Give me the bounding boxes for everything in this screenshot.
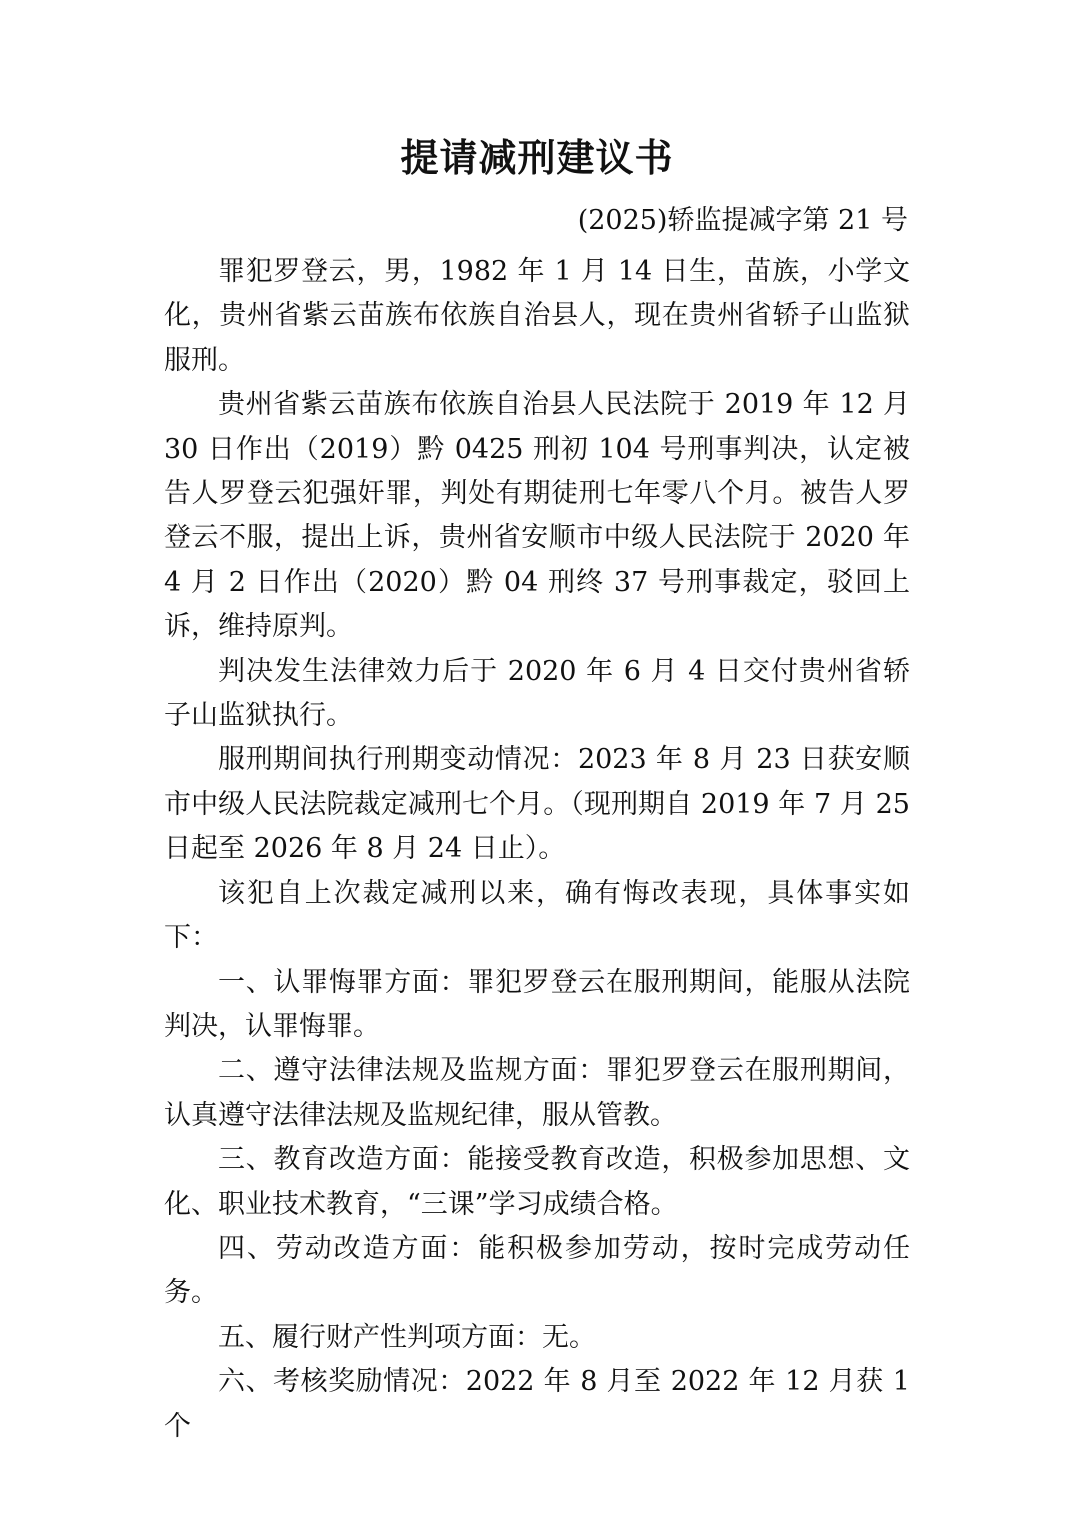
paragraph-execution: 判决发生法律效力后于 2020 年 6 月 4 日交付贵州省轿子山监狱执行。 bbox=[164, 655, 910, 732]
paragraph-item-2: 二、遵守法律法规及监规方面：罪犯罗登云在服刑期间，认真遵守法律法规及监规纪律，服从管教。 bbox=[164, 1055, 910, 1131]
document-title: 提请减刑建议书 bbox=[400, 135, 674, 180]
paragraph-item-4: 四、劳动改造方面：能积极参加劳动，按时完成劳动任务。 bbox=[164, 1232, 910, 1309]
paragraph-item-6: 六、考核奖励情况：2022 年 8 月至 2022 年 12 月获 1 个 bbox=[164, 1366, 910, 1442]
paragraph-judgment: 贵州省紫云苗族布依族自治县人民法院于 2019 年 12 月 30 日作出（2019）黔 0425 刑初 104 号刑事判决，认定被告人罗登云犯强奸罪，判处有期徒刑七年零八个月。被告人罗登云不服，提出上诉，贵州省安顺市中级人民法院于 2020 年 4 月 2 日作出（2020）黔 04 刑终 37 号刑事裁定，驳回上诉，维持原判。 bbox=[164, 389, 910, 643]
paragraph-item-3: 三、教育改造方面：能接受教育改造，积极参加思想、文化、职业技术教育，“三课”学习成绩合格。 bbox=[164, 1144, 910, 1220]
paragraph-sentence-change: 服刑期间执行刑期变动情况：2023 年 8 月 23 日获安顺市中级人民法院裁定减刑七个月。（现刑期自 2019 年 7 月 25 日起至 2026 年 8 月 24 日止）。 bbox=[164, 744, 910, 865]
document-body bbox=[164, 250, 910, 1449]
paragraph-offender-info: 罪犯罗登云，男，1982 年 1 月 14 日生，苗族，小学文化，贵州省紫云苗族布依族自治县人，现在贵州省轿子山监狱服刑。 bbox=[164, 256, 910, 376]
document-number: (2025)轿监提减字第 21 号 bbox=[577, 205, 908, 236]
paragraph-item-1: 一、认罪悔罪方面：罪犯罗登云在服刑期间，能服从法院判决，认罪悔罪。 bbox=[164, 966, 910, 1042]
paragraph-repentance-intro: 该犯自上次裁定减刑以来，确有悔改表现，具体事实如下： bbox=[164, 877, 910, 954]
paragraph-item-5: 五、履行财产性判项方面：无。 bbox=[218, 1321, 596, 1353]
